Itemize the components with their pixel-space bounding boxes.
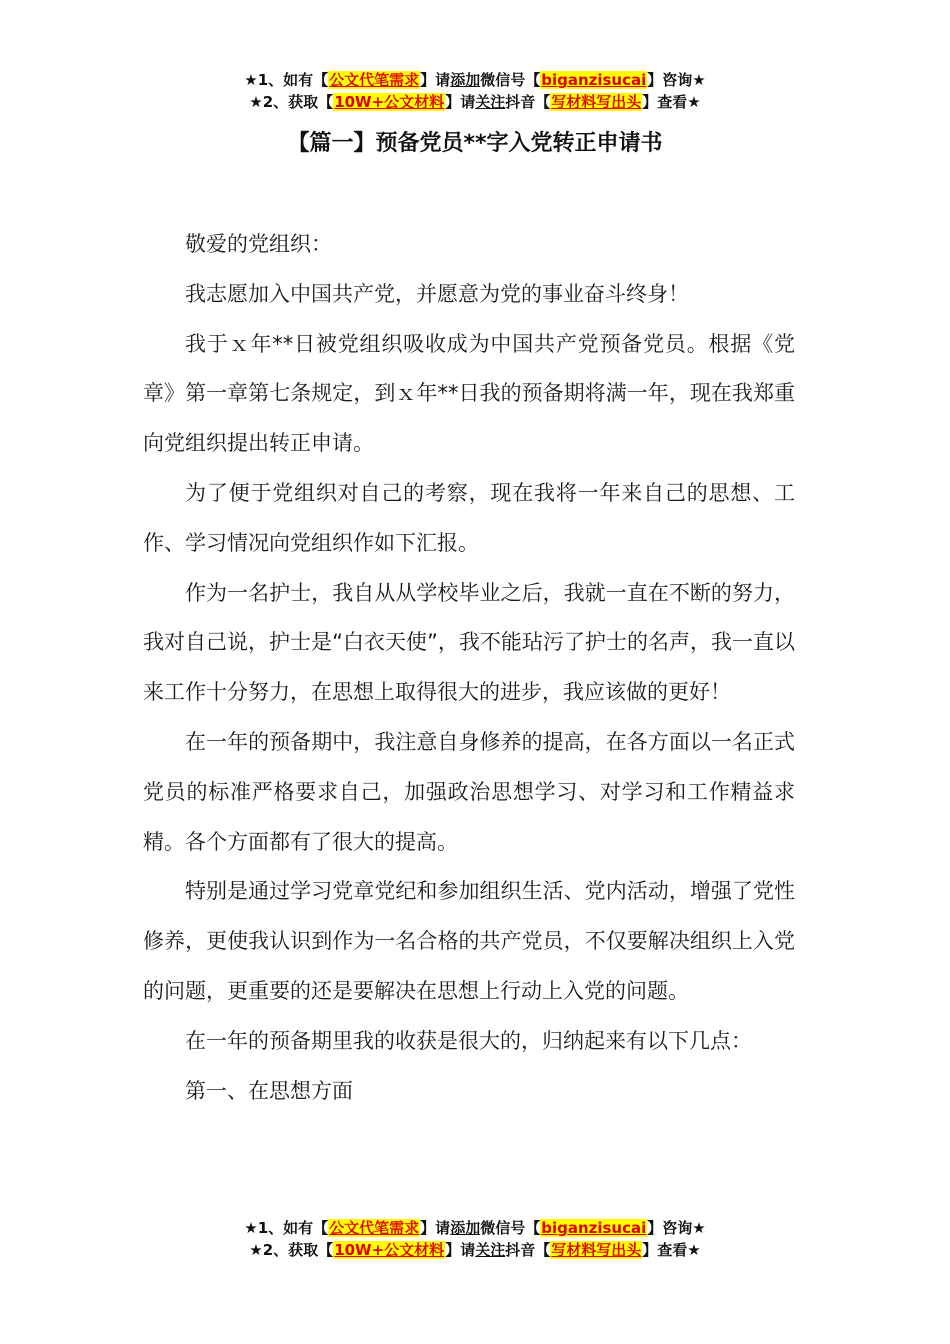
star-icon: ★ [244,71,258,89]
star-icon: ★ [249,1241,263,1259]
paragraph: 为了便于党组织对自己的考察，现在我将一年来自己的思想、工作、学习情况向党组织作如下汇报。 [143,480,795,555]
notice-line-1 [0,69,950,91]
paragraph: 在一年的预备期中，我注意自身修养的提高，在各方面以一名正式党员的标准严格要求自己，加强政治思想学习、对学习和工作精益求精。各个方面都有了很大的提高。 [143,729,795,854]
notice-text: 2、获取【 [262,1241,334,1259]
notice-text: 】请 [445,93,476,111]
notice-underline-follow: 关注 [475,93,506,111]
notice-text: 微信号【 [480,71,541,89]
notice-line-2 [0,1239,950,1261]
highlight-materials: 10W+公文材料 [334,1241,445,1259]
notice-text: 抖音【 [505,93,551,111]
notice-text: 】查看★ [642,1241,701,1259]
highlight-wechat-id: biganzisucai [541,71,647,89]
section-heading: 第一、在思想方面 [185,1078,353,1103]
notice-line-2 [0,91,950,113]
notice-text: 】咨询★ [647,71,706,89]
highlight-douyin: 写材料写出头 [551,1241,642,1259]
notice-underline-follow: 关注 [475,1241,506,1259]
paragraph: 在一年的预备期里我的收获是很大的，归纳起来有以下几点： [185,1028,752,1053]
highlight-materials: 10W+公文材料 [334,93,445,111]
notice-underline-add: 添加 [450,1219,481,1237]
notice-line-1 [0,1217,950,1239]
notice-text: 】查看★ [642,93,701,111]
notice-text: 抖音【 [505,1241,551,1259]
notice-text: 1、如有【 [257,1219,329,1237]
document-body [143,220,795,1116]
paragraph: 我于ｘ年**日被党组织吸收成为中国共产党预备党员。根据《党章》第一章第七条规定，到ｘ年**日我的预备期将满一年，现在我郑重向党组织提出转正申请。 [143,331,795,456]
notice-text: 】请 [420,71,451,89]
highlight-douyin: 写材料写出头 [551,93,642,111]
star-icon: ★ [244,1219,258,1237]
notice-text: 微信号【 [480,1219,541,1237]
paragraph: 特别是通过学习党章党纪和参加组织生活、党内活动，增强了党性修养，更使我认识到作为一名合格的共产党员，不仅要解决组织上入党的问题，更重要的还是要解决在思想上行动上入党的问题。 [143,879,795,1003]
paragraph: 作为一名护士，我自从从学校毕业之后，我就一直在不断的努力，我对自己说，护士是“白衣天使”，我不能玷污了护士的名声，我一直以来工作十分努力，在思想上取得很大的进步，我应该做的更好！ [143,580,795,705]
star-icon: ★ [249,93,263,111]
salutation: 敬爱的党组织： [185,232,332,256]
paragraph: 我志愿加入中国共产党，并愿意为党的事业奋斗终身！ [185,281,689,306]
notice-text: 2、获取【 [262,93,334,111]
document-title: 【篇一】预备党员**字入党转正申请书 [287,131,663,156]
notice-text: 】咨询★ [647,1219,706,1237]
notice-text: 】请 [420,1219,451,1237]
highlight-ghostwriting: 公文代笔需求 [329,1219,420,1237]
notice-underline-add: 添加 [450,71,481,89]
header-notice [0,69,950,113]
highlight-wechat-id: biganzisucai [541,1219,647,1237]
notice-text: 】请 [445,1241,476,1259]
footer-notice [0,1217,950,1261]
notice-text: 1、如有【 [257,71,329,89]
highlight-ghostwriting: 公文代笔需求 [329,71,420,89]
